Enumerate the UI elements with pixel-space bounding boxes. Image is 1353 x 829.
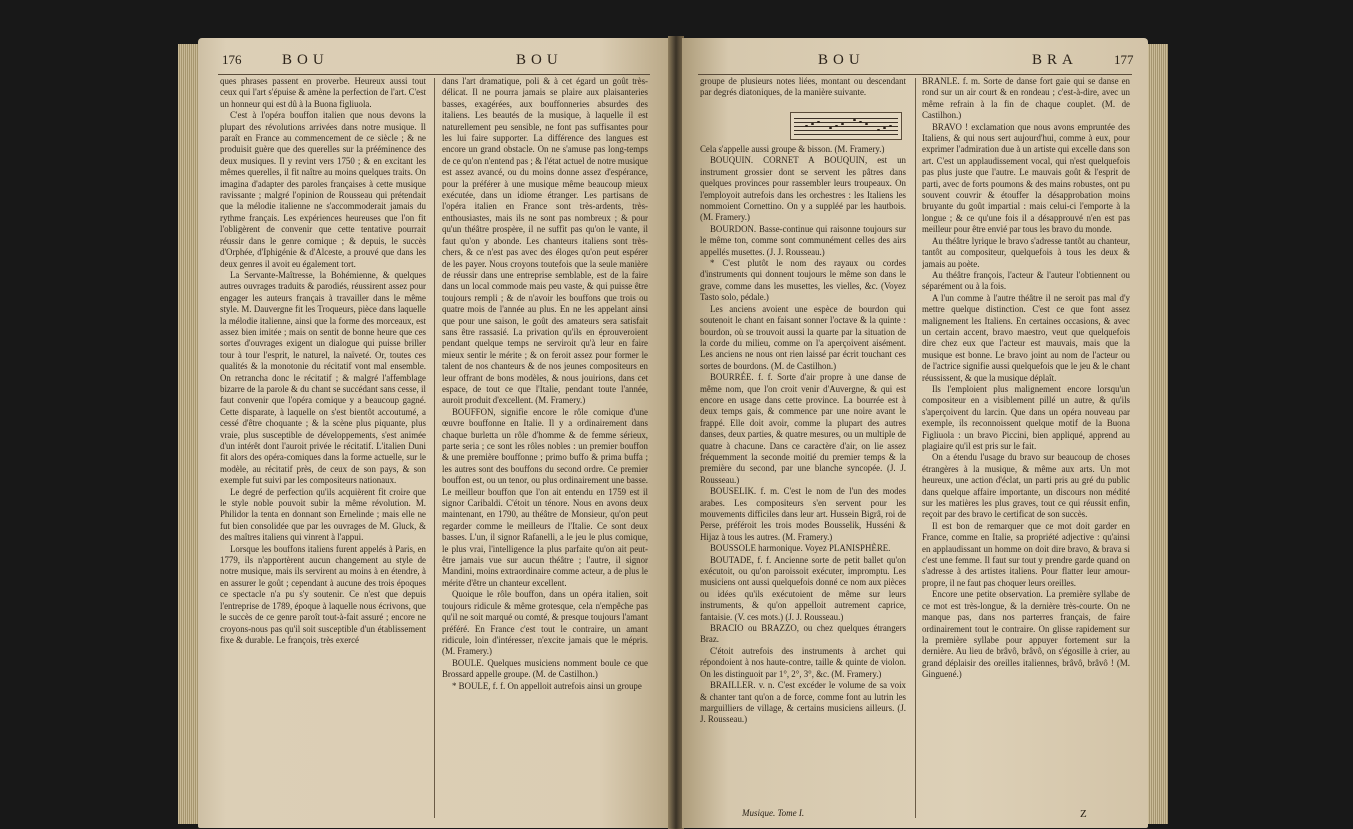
paragraph: BOURRÉE. f. f. Sorte d'air propre à une danse de même nom, que l'on croit venir d'Auvergne, & qui est encore en usage dans cette province. La bourrée est à deux temps gais, & commence par une noire avant le frappé. Elle doit avoir, comme la plupart des autres danses, deux parties, & quatre mesures, ou un multiple de quatre à chacune. Dans ce caractère d'air, on lie assez fréquemment la seconde moitié du premier temps & la première du second, par une blanche syncopée. (J. J. Rousseau.)	[700, 372, 906, 485]
paragraph: Lorsque les bouffons italiens furent appelés à Paris, en 1779, ils n'apportèrent aucun changement au style de notre musique, mais ils servirent au moins à en étendre, à en assurer le goût ; cependant à aucune des trois époques ce spectacle n'a pu s'y soutenir. Ce n'est que depuis l'entreprise de 1789, époque à laquelle nous écrivons, que le succès de ce genre paroît tout-à-fait assuré ; encore ne croyons-nous pas qu'il soit susceptible d'un établissement fixe & durable. Le françois, très exercé	[220, 543, 426, 645]
paragraph: A l'un comme à l'autre théâtre il ne seroit pas mal d'y mettre quelque distinction. C'est ce que font assez malignement les Italiens. En certaines occasions, & avec un certain accent, bravo maestro, veut que quelquefois dire chez eux que l'acteur est mauvais, mais que la musique est bonne. Le bravo joint au nom de l'acteur ou de l'actrice signifie aussi quelquefois que le jeu & le chant réussissent, & que la musique déplaît.	[922, 292, 1130, 383]
paragraph: ques phrases passent en proverbe. Heureux aussi tout ceux qui l'art s'épuise & amène la perfection de l'art. C'est un honneur qui est dû à la Buona figliuola.	[220, 76, 426, 109]
music-note	[865, 123, 868, 125]
music-note	[817, 121, 820, 123]
column-rule	[915, 78, 916, 818]
music-note	[877, 129, 880, 131]
music-note	[805, 125, 808, 127]
music-note	[889, 125, 892, 127]
paragraph: BOUTADE, f. f. Ancienne sorte de petit ballet qu'on exécutoit, ou qu'on paroissoit exécuter, impromptu. Les musiciens ont aussi quelquefois donné ce nom aux pièces ou idées qu'ils exécutoient de même sur leurs instruments, & qu'on appelloit autrement caprice, fantaisie. (V. ces mots.) (J. J. Rousseau.)	[700, 554, 906, 622]
paragraph: Encore une petite observation. La première syllabe de ce mot est très-longue, & la dernière très-courte. On ne manque pas, dans nos parterres français, de faire ordinairement tout le contraire. On glisse rapidement sur la première syllabe pour appuyer fortement sur la dernière. Au lieu de brâvô, brâvô, on s'égosille à crier, au grand déplaisir des oreilles italiennes, brâvô, brâvô ! (M. Ginguené.)	[922, 589, 1130, 680]
right-page	[682, 38, 1148, 828]
staff-line	[794, 118, 898, 119]
paragraph: BOUSELIK. f. m. C'est le nom de l'un des modes arabes. Les compositeurs s'en servent pour les mouvements difficiles dans leur art. Hussein Bigrâ, roi de Perse, préféroit les trois modes Bousselik, Husséni & Hijaz à tous les autres. (M. Framery.)	[700, 486, 906, 542]
left-column	[700, 144, 906, 804]
music-note	[841, 123, 844, 125]
paragraph: BOUFFON, signifie encore le rôle comique d'une œuvre bouffonne en Italie. Il y a ordinairement dans chaque burletta un rôle d'homme & de femme sérieux, parte seria ; ce sont les rôles nobles : un premier bouffon & une première bouffonne ; primo buffo & prima buffa ; les autres sont des bouffons du second ordre. Ce premier bouffon est, ou un tenor, ou plus ordinairement une basse. Le meilleur bouffon que l'on ait entendu en 1759 est il signor Caribaldi. C'étoit un ténore. Nous en avons deux maintenant, en 1790, au théâtre de Monsieur, qu'on peut regarder comme le meilleurs de l'Italie. Ce sont deux basses. L'un, il signor Rafanelli, a le jeu le plus comique, le plus vrai, l'intelligence la plus parfaite qu'on ait peut-être jamais vue sur aucun théâtre ; l'autre, il signor Mandini, moins extraordinaire comme acteur, a de plus le mérite d'être un chanteur excellent.	[442, 406, 648, 588]
page-number: 177	[1114, 52, 1134, 67]
staff-line	[794, 134, 898, 135]
music-note	[883, 127, 886, 129]
staff-line	[794, 122, 898, 123]
paragraph: BRAILLER. v. n. C'est excéder le volume de sa voix & chanter tant qu'on a de force, comme font au lutrin les marguilliers de village, & certains musiciens ailleurs. (J. J. Rousseau.)	[700, 680, 906, 725]
paragraph: groupe de plusieurs notes liées, montant ou descendant par degrés diatoniques, de la manière suivante.	[700, 76, 906, 98]
header-rule	[218, 74, 650, 75]
paragraph: * BOULE, f. f. On appelloit autrefois ainsi un groupe	[452, 680, 642, 691]
paragraph: BOURDON. Basse-continue qui raisonne toujours sur le même ton, comme sont communément celles des airs appellés musettes. (J. J. Rousseau.)	[700, 223, 906, 257]
music-note	[859, 121, 862, 123]
paragraph: dans l'art dramatique, poli & à cet égard un goût très-délicat. Il ne pourra jamais se plaire aux plaisanteries basses, exagérées, aux bouffonneries absurdes des italiens. Les beautés de la musique, à laquelle il est naturellement peu sensible, ne font pas suffisantes pour les lui faire supporter. La différence des langues est encore un grand obstacle. On ne s'amuse pas long-temps de ce qu'on n'entend pas ; & l'état actuel de notre musique est assez avancé, ou du moins donne assez d'espérance, pour la préférer à une musique même beaucoup mieux exécutée, dans un idiome étranger. Les partisans de l'opéra italien en France sont très-ardents, très-enthousiastes, mais ils ne sont pas nombreux ; & pour qu'un théâtre prospère, il ne suffit pas qu'on le vante, il faut qu'on y abonde. Les chanteurs italiens sont très-chers, & ce n'est pas avec des éloges qu'on peut espérer de les payer. Nous croyons toutefois que la seule manière de réussir dans une entreprise semblable, est de la faire dans un local commode mais peu vaste, & qui puisse être toujours rempli ; & de n'avoir les bouffons que trois ou quatre mois de l'année au plus. En ne les appelant ainsi que pour une saison, le goût des amateurs sera satisfait sans être rassasié. La privation qu'ils en éprouveroient pendant quelque temps ne serviroit qu'à leur en faire mieux sentir le mérite ; & on feroit assez pour former le talent de nos chanteurs & de nos jeunes compositeurs en leur offrant de bons modèles, & nous jouirions, dans cet espace, de tout ce que l'Italie, pendant toute l'année, auroit produit d'excellent. (M. Framery.)	[442, 76, 648, 406]
right-page-edges	[1146, 44, 1168, 824]
volume-footer: Musique. Tome I.	[742, 808, 805, 818]
music-note	[835, 125, 838, 127]
paragraph: BRANLE. f. m. Sorte de danse fort gaie qui se danse en rond sur un air court & en rondeau ; c'est-à-dire, avec un même refrain à la fin de chaque couplet. (M. de Castilhon.)	[922, 76, 1130, 121]
running-head: BOU	[516, 52, 563, 68]
running-head: BOU	[282, 52, 329, 68]
left-page-edges	[178, 44, 200, 824]
paragraph: Ils l'emploient plus malignement encore lorsqu'un compositeur en a visiblement pillé un autre, & qu'ils s'aperçoivent du larcin. Que dans un opéra nouveau par exemple, ils reconnoissent quelque motif de la Buona Figliuola : un bravo Piccini, bien appliqué, apprend au plagiaire qu'il est pris sur le fait.	[922, 383, 1130, 451]
paragraph: * C'est plutôt le nom des rayaux ou cordes d'instruments qui donnent toujours le même son dans le grave, comme dans les musettes, les vielles, &c. (Voyez Tasto solo, pédale.)	[700, 258, 906, 303]
paragraph: BRACIO ou BRAZZO, ou chez quelques étrangers Braz.	[700, 623, 906, 645]
music-note	[829, 127, 832, 129]
header-rule	[698, 74, 1132, 75]
paragraph: Cela s'appelle aussi groupe & bisson. (M. Framery.)	[700, 144, 885, 154]
left-column	[220, 76, 426, 821]
paragraph: Au théâtre lyrique le bravo s'adresse tantôt au chanteur, tantôt au compositeur, quelquefois à tous les deux & jamais au poète.	[922, 235, 1130, 269]
paragraph: Au théâtre françois, l'acteur & l'auteur l'obtiennent ou séparément ou à la fois.	[922, 269, 1130, 292]
right-column	[442, 76, 648, 821]
paragraph: BRAVO ! exclamation que nous avons empruntée des Italiens, & qui nous sert aujourd'hui, comme à eux, pour exprimer l'admiration due à un artiste qui excelle dans son art. C'est un applaudissement vocal, qui n'est quelquefois pas plus juste que l'autre. Le mauvais goût & l'esprit de parti, avec de forts poumons & des mains robustes, ont pu souvent couvrir & étouffer la désapprobation moins bruyante du goût impartial : mais celui-ci l'emporte à la longue ; & ce qu'une fois il a désapprouvé n'en est pas meilleur pour être envié par tous les bravo du monde.	[922, 121, 1130, 235]
staff-line	[794, 130, 898, 131]
running-head: BRA	[1032, 52, 1078, 68]
paragraph: BOULE. Quelques musiciens nomment boule ce que Brossard appelle groupe. (M. de Castilhon.)	[442, 657, 648, 680]
left-column-intro	[700, 76, 906, 110]
paragraph: C'est à l'opéra bouffon italien que nous devons la plupart des révolutions arrivées dans notre musique. Il paraît en France au commencement de ce siècle ; & ne produisit guère que des querelles sur la prééminence des deux musiques. Il y revint vers 1750 ; & en excitant les mêmes querelles, il fit naître au moins quelques traits. On imagina d'adapter des paroles françaises à cette musique ravissante ; malgré l'opinion de Rousseau qui prétendait que la mélodie italienne ne s'accommoderait jamais du rythme français. Les expériences heureuses que l'on fit l'obligèrent de convenir que cette tentative pourrait réussir dans le genre comique ; & depuis, le succès d'Orphée, d'Iphigénie & d'Alceste, a prouvé que dans les deux genres il avoit eu également tort.	[220, 110, 426, 269]
paragraph: C'étoit autrefois des instruments à archet qui répondoient à nos haute-contre, taille & quinte de violon. On les distinguoit par 1°, 2°, 3°, &c. (M. Framery.)	[700, 645, 906, 679]
paragraph: Il est bon de remarquer que ce mot doit garder en France, comme en Italie, sa propriété adjective : qu'ainsi en applaudissant un homme on doit dire bravo, & brava si c'est une femme. Il faut sur tout y prendre garde quand on s'adresse à des artistes italiens. Pour flatter leur amour-propre, il ne faut pas choquer leurs oreilles.	[922, 520, 1130, 588]
column-rule	[434, 78, 435, 818]
paragraph: BOUSSOLE harmonique. Voyez PLANISPHÈRE.	[710, 543, 891, 554]
running-head: BOU	[818, 52, 865, 68]
paragraph: La Servante-Maîtresse, la Bohémienne, & quelques autres ouvrages traduits & parodiés, réussirent assez pour engager les auteurs français à travailler dans le même style. M. Dauvergne fit les Troqueurs, pièce dans laquelle la mélodie italienne, ainsi que la forme des morceaux, est assez bien imitée ; mais on sentit de bonne heure que ces sortes d'ouvrages exigent un dialogue qui puisse briller tour à tour l'esprit, le naturel, la naïveté. Or, toutes ces qualités & la monotonie du récitatif vont mal ensemble. On retrancha donc le récitatif ; & malgré l'affemblage bizarre de la parole & du chant se succédant sans cesse, il faut convenir que l'opéra comique y a beaucoup gagné. Cette disparate, à laquelle on s'est bientôt accoutumé, a cessé d'être choquante ; & la scène plus piquante, plus vraie, plus susceptible de développements, s'est animée d'un intérêt dont l'auroit privée le récitatif. L'italien Duni fit alors des opéra-comiques dans la forme actuelle, sur le modèle, au récitatif près, de ceux de son pays, & son exemple fut suivi par les compositeurs nationaux.	[220, 269, 426, 486]
paragraph: Quoique le rôle bouffon, dans un opéra italien, soit toujours ridicule & même grotesque, cela n'empêche pas qu'il ne soit marqué ou comté, & presque toujours l'amant préféré. En France c'est tout le contraire, un amant ridicule, loin d'intéresser, n'excite jamais que le mépris. (M. Framery.)	[442, 589, 648, 657]
left-page	[198, 38, 670, 828]
paragraph: Les anciens avoient une espèce de bourdon qui soutenoit le chant en faisant sonner l'octave & la quinte : bourdon, où se trouvoit aussi la quarte par la situation de la corde du milieu, comme on l'a aperçoivent aisément. Les anciens ne nous ont rien laissé par écrit touchant ces sortes de bourdons. (M. de Castilhon.)	[700, 303, 906, 371]
paragraph: On a étendu l'usage du bravo sur beaucoup de choses étrangères à la musique, & même aux arts. Un mot heureux, une action d'éclat, un parti pris au gré du public dans quelque affaire importante, un discours non médité sur les matières les plus graves, tout ce qui réussit enfin, reçoit par des bravo le certificat de son succès.	[922, 452, 1130, 520]
paragraph: BOUQUIN. CORNET A BOUQUIN, est un instrument grossier dont se servent les pâtres dans quelques provinces pour rassembler leurs troupeaux. On l'employoit autrefois dans les orchestres : les Italiens les nommoient Cornettino. On y a suppléé par les hautbois. (M. Framery.)	[700, 155, 906, 223]
music-note	[811, 123, 814, 125]
page-number: 176	[222, 52, 242, 67]
signature-mark: Z	[1080, 808, 1087, 820]
music-note	[853, 119, 856, 121]
music-example	[790, 112, 902, 140]
right-column	[922, 76, 1130, 804]
paragraph: Le degré de perfection qu'ils acquièrent fit croire que le style noble pouvoit subir la même révolution. M. Philidor la tenta en donnant son Ernelinde ; mais elle ne fut bien consolidée que par les ouvrages de M. Gluck, & des maîtres italiens qui vinrent à l'appui.	[220, 486, 426, 543]
